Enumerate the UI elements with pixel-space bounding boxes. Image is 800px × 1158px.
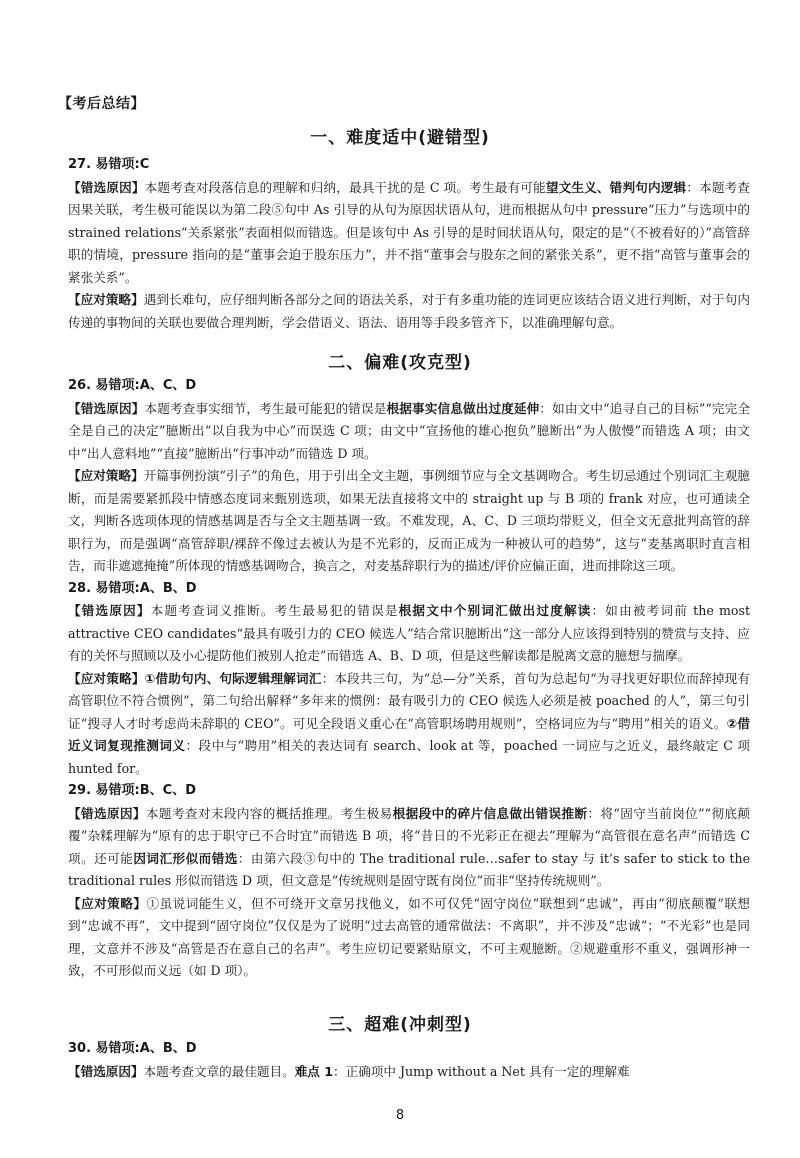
- body-text: ：段中与“聘用”相关的表达词有 search、look at 等，poached 一词应与之近义，最终敲定 C 项 hunted for。: [68, 738, 750, 776]
- bold-text: 【应对策略】: [68, 468, 144, 483]
- paragraph: [68, 803, 750, 893]
- body-text: ：如由文中“追寻自己的目标”“完完全全是自己的决定”臆断出“以自我为中心”而误选 C 项；由文中“宣扬他的雄心抱负”臆断出“为人傲慢”而错选 A 项；由文中“出人意料地”“直接”臆断出“行事冲动”而错选 D 项。: [68, 400, 750, 461]
- bold-text: 根据段中的碎片信息做出错误推断: [392, 805, 588, 821]
- paragraph: [68, 289, 750, 334]
- bold-text: ①借助句内、句际逻辑理解词汇: [144, 670, 322, 686]
- paragraph: [68, 600, 750, 668]
- paragraph: [68, 1061, 750, 1084]
- section-1-body: [68, 154, 750, 334]
- paragraph: [68, 177, 750, 290]
- body-text: 本题考查对段落信息的理解和归纳，最具干扰的是 C 项。考生最有可能: [144, 179, 546, 195]
- bold-text: 【应对策略】: [68, 670, 145, 686]
- item-heading: 29. 易错项:B、C、D: [68, 783, 196, 798]
- bold-text: 【错选原因】: [68, 1063, 144, 1079]
- bold-text: 【错选原因】: [68, 179, 145, 195]
- summary-label: 【考后总结】: [58, 96, 145, 112]
- item-heading: 26. 易错项:A、C、D: [68, 378, 197, 393]
- bold-text: 【错选原因】: [68, 805, 146, 821]
- body-text: 开篇事例扮演“引子”的角色，用于引出全文主题，事例细节应与全文基调吻合。考生切忌通过个别词汇主观臆断，而是需要紧抓段中情感态度词来甄别选项，如果无法直接将文中的 straight up 与 B 项的 frank 对应，也可通读全文，判断各选项体现的情感基调是否与全文主题基调一致。不难发现，A、C、D 三项均带贬义，但全文无意批判高管的辞职行为，而是强调“高管辞职/裸辞不像过去被认为是不光彩的，反而正成为一种被认可的趋势”，这与“麦基离职时直言相告，而非遮遮掩掩”所体现的情感基调吻合，换言之，对麦基辞职行为的描述/评价应偏正面，进而排除这三项。: [68, 468, 750, 573]
- paragraph: [68, 398, 750, 466]
- bold-text: 【应对策略】: [68, 292, 144, 307]
- bold-text: 因词汇形似而错选: [133, 850, 238, 866]
- body-text: 本题考查文章的最佳题目。: [143, 1063, 295, 1079]
- body-text: ：如由被考词前 the most attractive CEO candidates“最具有吸引力的 CEO 候选人”结合常识臆断出“这一部分人应该得到特别的赞赏与支持、应有的关怀与照顾以及小心提防他们被别人抢走”而错选 A、B、D 项，但是这些解读都是脱离文意的臆想与揣摩。: [68, 603, 751, 663]
- body-text: 遇到长难句，应仔细判断各部分之间的语法关系，对于有多重功能的连词更应该结合语义进行判断，对于句内传递的事物间的关联也要做合理判断，学会借语义、语法、语用等手段多管齐下，以准确理解句意。: [68, 292, 751, 330]
- paragraph: [68, 893, 750, 983]
- bold-text: 根据事实信息做出过度延伸: [386, 400, 540, 416]
- body-text: ：正确项中 Jump without a Net 具有一定的理解难: [333, 1063, 630, 1079]
- body-text: ：由第六段③句中的 The traditional rule…safer to stay 与 it’s safer to stick to the traditional rules 形似而错选 D 项，但文意是“传统规则是固守既有岗位”而非“坚持传统规则”。: [68, 850, 751, 888]
- bold-text: 难点 1: [294, 1063, 334, 1079]
- bold-text: 【应对策略】: [68, 895, 147, 911]
- section-title-3: 三、超难(冲刺型): [328, 1015, 472, 1035]
- item-heading: 30. 易错项:A、B、D: [68, 1041, 197, 1056]
- body-text: 本题考查事实细节，考生最可能犯的错误是: [144, 400, 387, 416]
- section-3-body: [68, 1038, 750, 1083]
- section-2-body: [68, 375, 750, 983]
- item-heading: 28. 易错项:A、B、D: [68, 580, 197, 596]
- bold-text: ②借近义词复现推测词义: [68, 715, 750, 753]
- body-text: ：本题考查因果关联，考生极可能误以为第二段⑤句中 As 引导的从句为原因状语从句，进而根据从句中 pressure“压力”与选项中的 strained relations“关系紧张”表面相似而错选。但是该句中 As 引导的是时间状语从句，限定的是“（不被看好的）”高管辞职的情境，pressure 指向的是“董事会迫于股东压力”，并不指“董事会与股东之间的紧张关系”，更不指“高管与董事会的紧张关系”。: [68, 179, 750, 285]
- section-title-2: 二、偏难(攻克型): [328, 353, 472, 373]
- page-number: 8: [395, 1108, 405, 1123]
- bold-text: 望文生义、错判句内逻辑: [545, 179, 687, 195]
- item-heading: 27. 易错项:C: [68, 157, 150, 172]
- paragraph: [68, 668, 750, 781]
- paragraph: [68, 465, 750, 578]
- bold-text: 【错选原因】: [68, 603, 151, 618]
- body-text: ①虽说词能生义，但不可绕开文章另找他义，如不可仅凭“固守岗位”联想到“忠诚”，再由“彻底颠覆”联想到“忠诚不再”，文中提到“固守岗位”仅仅是为了说明“过去高管的通常做法：不离职”，并不涉及“忠诚”；“不光彩”也是同理，文意并不涉及“高管是否在意自己的名声”。考生应切记要紧贴原文，不可主观臆断。②规避重形不重义，强调形神一致，不可形似而义远（如 D 项）。: [68, 895, 750, 978]
- body-text: 本题考查对末段内容的概括推理。考生极易: [145, 805, 393, 821]
- section-title-1: 一、难度适中(避错型): [310, 128, 490, 148]
- body-text: ：本段共三句，为“总—分”关系，首句为总起句“为寻找更好职位而辞掉现有高管职位不符合惯例”，第二句给出解释“多年来的惯例：最有吸引力的 CEO 候选人必须是被 poached 的人”，第三句引证“搜寻人才时考虑尚未辞职的 CEO”。可见全段语义重心在“高管职场聘用规则”，空格词应为与“聘用”相关的语义。: [68, 670, 750, 731]
- body-text: ：将“固守当前岗位”“彻底颠覆”杂糅理解为“原有的忠于职守已不合时宜”而错选 B 项，将“昔日的不光彩正在褪去”理解为“高管很在意名声”而错选 C 项。还可能: [68, 805, 751, 866]
- bold-text: 根据文中个别词汇做出过度解读: [398, 603, 592, 618]
- body-text: 本题考查词义推断。考生最易犯的错误是: [150, 603, 399, 618]
- bold-text: 【错选原因】: [68, 400, 145, 416]
